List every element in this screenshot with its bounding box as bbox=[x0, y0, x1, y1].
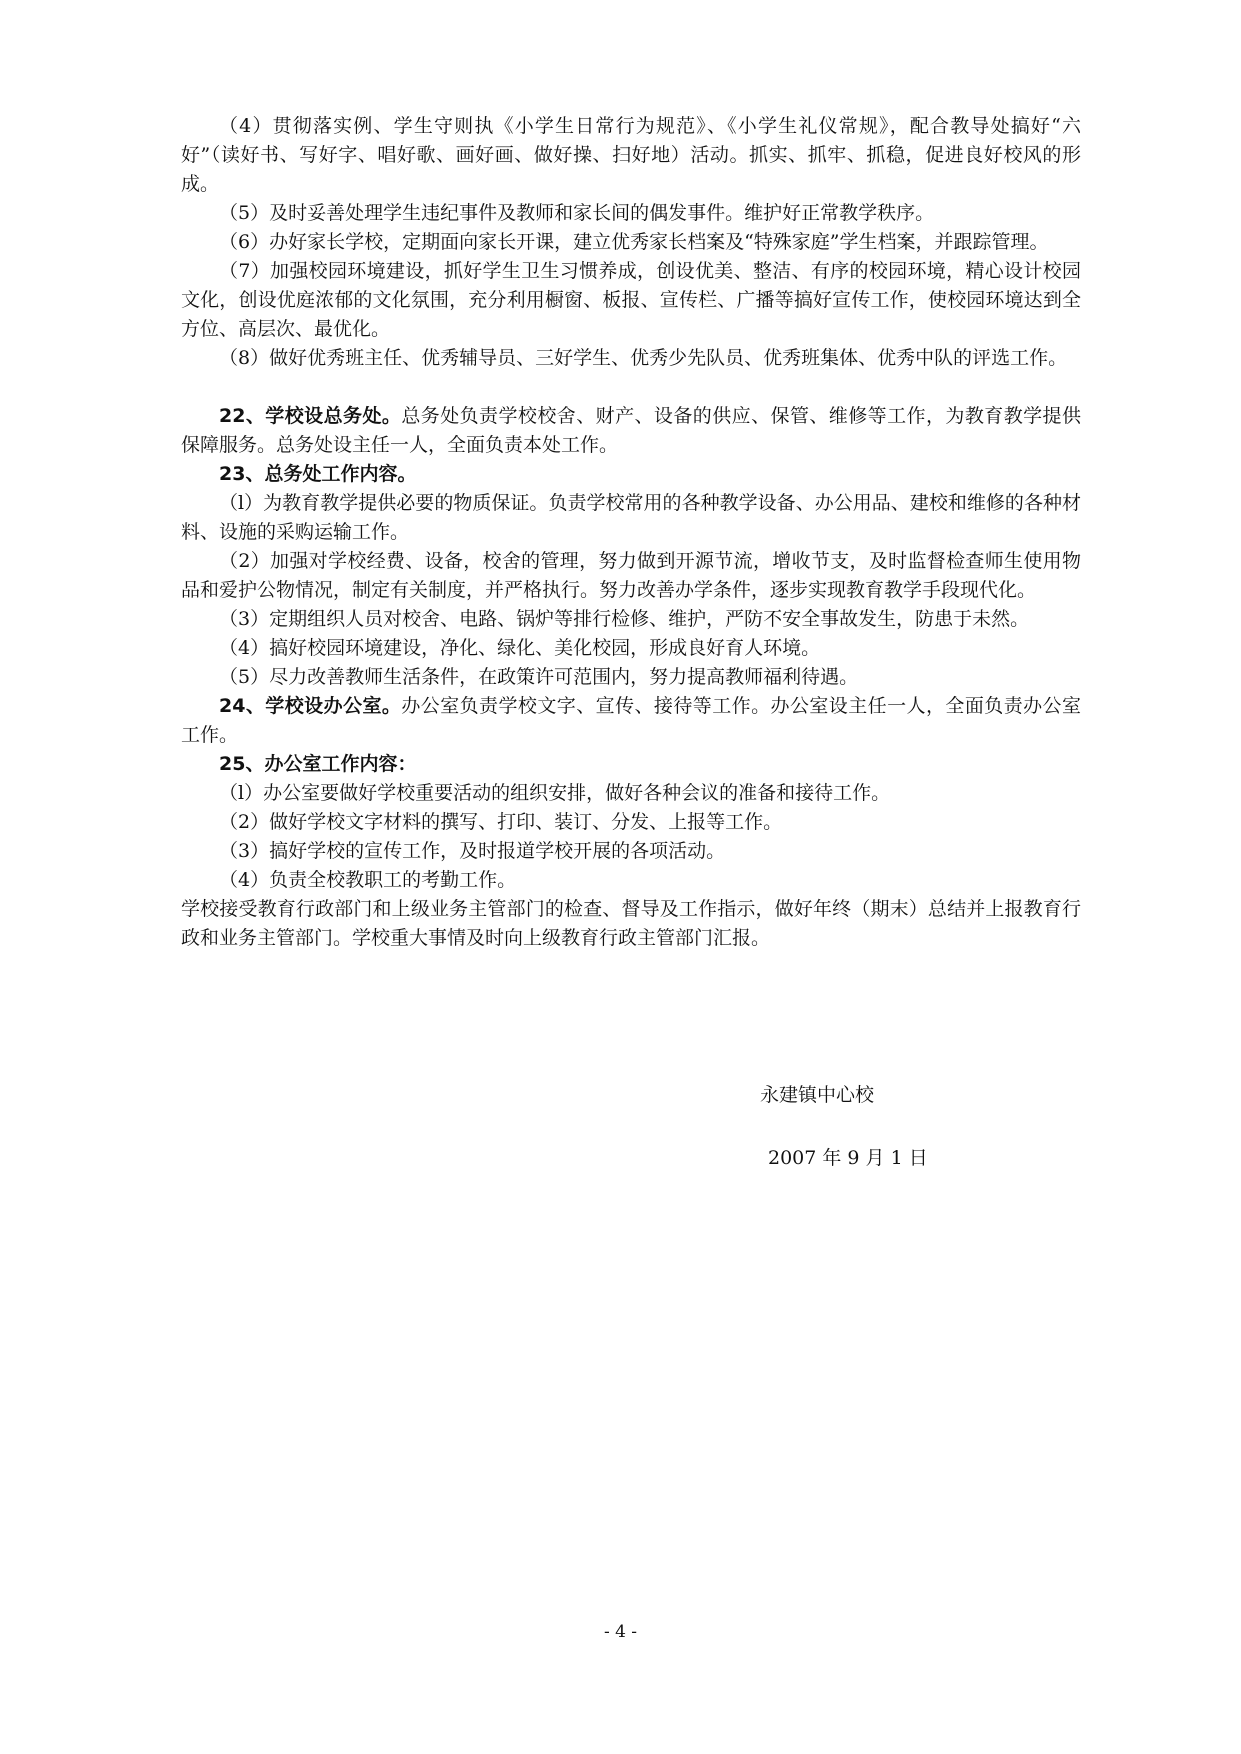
closing-paragraph: 学校接受教育行政部门和上级业务主管部门的检查、督导及工作指示，做好年终（期末）总结并上报教育行政和业务主管部门。学校重大事情及时向上级教育行政主管部门汇报。 bbox=[181, 898, 1081, 949]
paragraph-item-8: （8）做好优秀班主任、优秀辅导员、三好学生、优秀少先队员、优秀班集体、优秀中队的评选工作。 bbox=[219, 347, 1068, 369]
section-25-item: （2）做好学校文字材料的撰写、打印、装订、分发、上报等工作。 bbox=[219, 811, 783, 833]
section-23-item: （l）为教育教学提供必要的物质保证。负责学校常用的各种教学设备、办公用品、建校和维修的各种材料、设施的采购运输工作。 bbox=[181, 492, 1081, 543]
spacer bbox=[181, 373, 1081, 402]
section-23-heading: 23、总务处工作内容。 bbox=[219, 463, 417, 485]
paragraph-item-7: （7）加强校园环境建设，抓好学生卫生习惯养成，创设优美、整洁、有序的校园环境，精心设计校园文化，创设优庭浓郁的文化氛围，充分利用橱窗、板报、宣传栏、广播等搞好宣传工作，使校园环境达到全方位、高层次、最优化。 bbox=[181, 260, 1081, 340]
section-24 bbox=[181, 692, 1081, 750]
signature-date: 2007 年 9 月 1 日 bbox=[768, 1147, 928, 1169]
section-23-item: （2）加强对学校经费、设备，校舍的管理，努力做到开源节流，增收节支，及时监督检查师生使用物品和爱护公物情况，制定有关制度，并严格执行。努力改善办学条件，逐步实现教育教学手段现代化。 bbox=[181, 550, 1081, 601]
section-23-item: （5）尽力改善教师生活条件，在政策许可范围内，努力提高教师福利待遇。 bbox=[219, 666, 859, 688]
document-body bbox=[181, 112, 1081, 953]
page-number: - 4 - bbox=[603, 1622, 638, 1642]
paragraph-item-6: （6）办好家长学校，定期面向家长开课，建立优秀家长档案及“特殊家庭”学生档案，并跟踪管理。 bbox=[219, 231, 1049, 253]
section-23-heading-line bbox=[181, 460, 1081, 489]
section-25-item: （l）办公室要做好学校重要活动的组织安排，做好各种会议的准备和接待工作。 bbox=[219, 782, 891, 804]
section-25-heading: 25、办公室工作内容： bbox=[219, 753, 417, 775]
paragraph-item-4: （4）贯彻落实例、学生守则执《小学生日常行为规范》、《小学生礼仪常规》，配合教导处搞好“六好”（读好书、写好字、唱好歌、画好画、做好操、扫好地）活动。抓实、抓牢、抓稳，促进良好校风的形成。 bbox=[181, 115, 1081, 195]
section-24-heading: 24、学校设办公室。 bbox=[219, 695, 402, 717]
section-25-heading-line bbox=[181, 750, 1081, 779]
section-22 bbox=[181, 402, 1081, 460]
section-25-item: （4）负责全校教职工的考勤工作。 bbox=[219, 869, 517, 891]
section-22-heading: 22、学校设总务处。 bbox=[219, 405, 402, 427]
paragraph-item-5: （5）及时妥善处理学生违纪事件及教师和家长间的偶发事件。维护好正常教学秩序。 bbox=[219, 202, 935, 224]
section-23-item: （3）定期组织人员对校舍、电路、锅炉等排行检修、维护，严防不安全事故发生，防患于未然。 bbox=[219, 608, 1030, 630]
section-23-item: （4）搞好校园环境建设，净化、绿化、美化校园，形成良好育人环境。 bbox=[219, 637, 821, 659]
section-24-text: 办公室负责学校文字、宣传、接待等工作。办公室设主任一人，全面负责办公室工作。 bbox=[181, 695, 1081, 746]
section-25-item: （3）搞好学校的宣传工作，及时报道学校开展的各项活动。 bbox=[219, 840, 726, 862]
section-22-text: 总务处负责学校校舍、财产、设备的供应、保管、维修等工作，为教育教学提供保障服务。总务处设主任一人，全面负责本处工作。 bbox=[181, 405, 1081, 456]
signature-organization: 永建镇中心校 bbox=[760, 1084, 875, 1106]
